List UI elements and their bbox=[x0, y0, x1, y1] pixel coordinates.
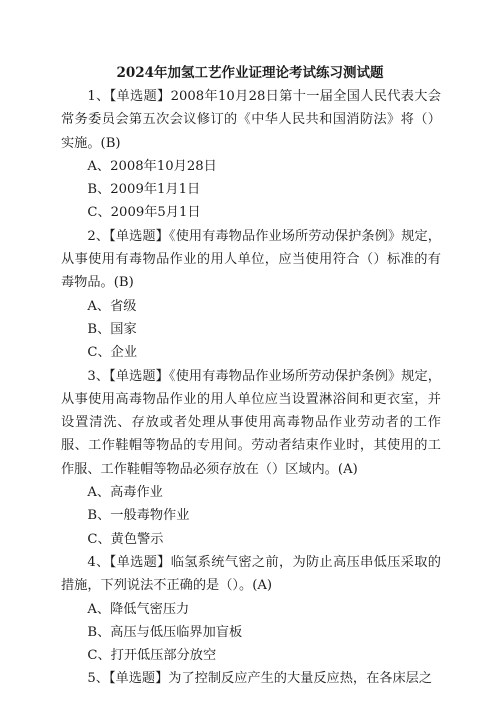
option-a: A、降低气密压力 bbox=[87, 601, 190, 617]
option-a: A、2008年10月28日 bbox=[87, 158, 217, 174]
option-c: C、打开低压部分放空 bbox=[87, 648, 217, 664]
option-c: C、黄色警示 bbox=[87, 531, 164, 547]
option-b: B、国家 bbox=[87, 321, 137, 337]
question-3 bbox=[61, 365, 441, 551]
option-b: B、一般毒物作业 bbox=[87, 508, 190, 524]
question-stem: 5、【单选题】为了控制反应产生的大量反应热，在各床层之 bbox=[87, 671, 433, 687]
question-5 bbox=[61, 667, 441, 690]
question-4 bbox=[61, 551, 441, 667]
option-a: A、省级 bbox=[87, 298, 137, 314]
option-a: A、高毒作业 bbox=[87, 485, 163, 501]
option-c: C、2009年5月1日 bbox=[87, 205, 201, 221]
document-title: 2024年加氢工艺作业证理论考试练习测试题 bbox=[116, 65, 384, 81]
question-2 bbox=[61, 225, 441, 365]
question-1 bbox=[61, 85, 441, 225]
question-list bbox=[61, 85, 441, 691]
option-b: B、高压与低压临界加盲板 bbox=[87, 624, 243, 640]
question-stem: 4、【单选题】临氢系统气密之前，为防止高压串低压采取的措施，下列说法不正确的是（）。(A) bbox=[61, 554, 441, 594]
question-stem: 2、【单选题】《使用有毒物品作业场所劳动保护条例》规定，从事使用有毒物品作业的用人单位，应当使用符合（）标准的有毒物品。(B) bbox=[61, 228, 441, 291]
question-stem: 1、【单选题】2008年10月28日第十一届全国人民代表大会常务委员会第五次会议修订的《中华人民共和国消防法》将（）实施。(B) bbox=[61, 89, 441, 151]
option-b: B、2009年1月1日 bbox=[87, 182, 201, 198]
question-stem: 3、【单选题】《使用有毒物品作业场所劳动保护条例》规定，从事使用高毒物品作业的用人单位应当设置淋浴间和更衣室，并设置清洗、存放或者处理从事使用高毒物品作业劳动者的工作服、工作鞋帽等物品的专用间。劳动者结束作业时，其使用的工作服、工作鞋帽等物品必须存放在（）区域内。(A) bbox=[61, 368, 441, 477]
option-c: C、企业 bbox=[87, 345, 138, 361]
